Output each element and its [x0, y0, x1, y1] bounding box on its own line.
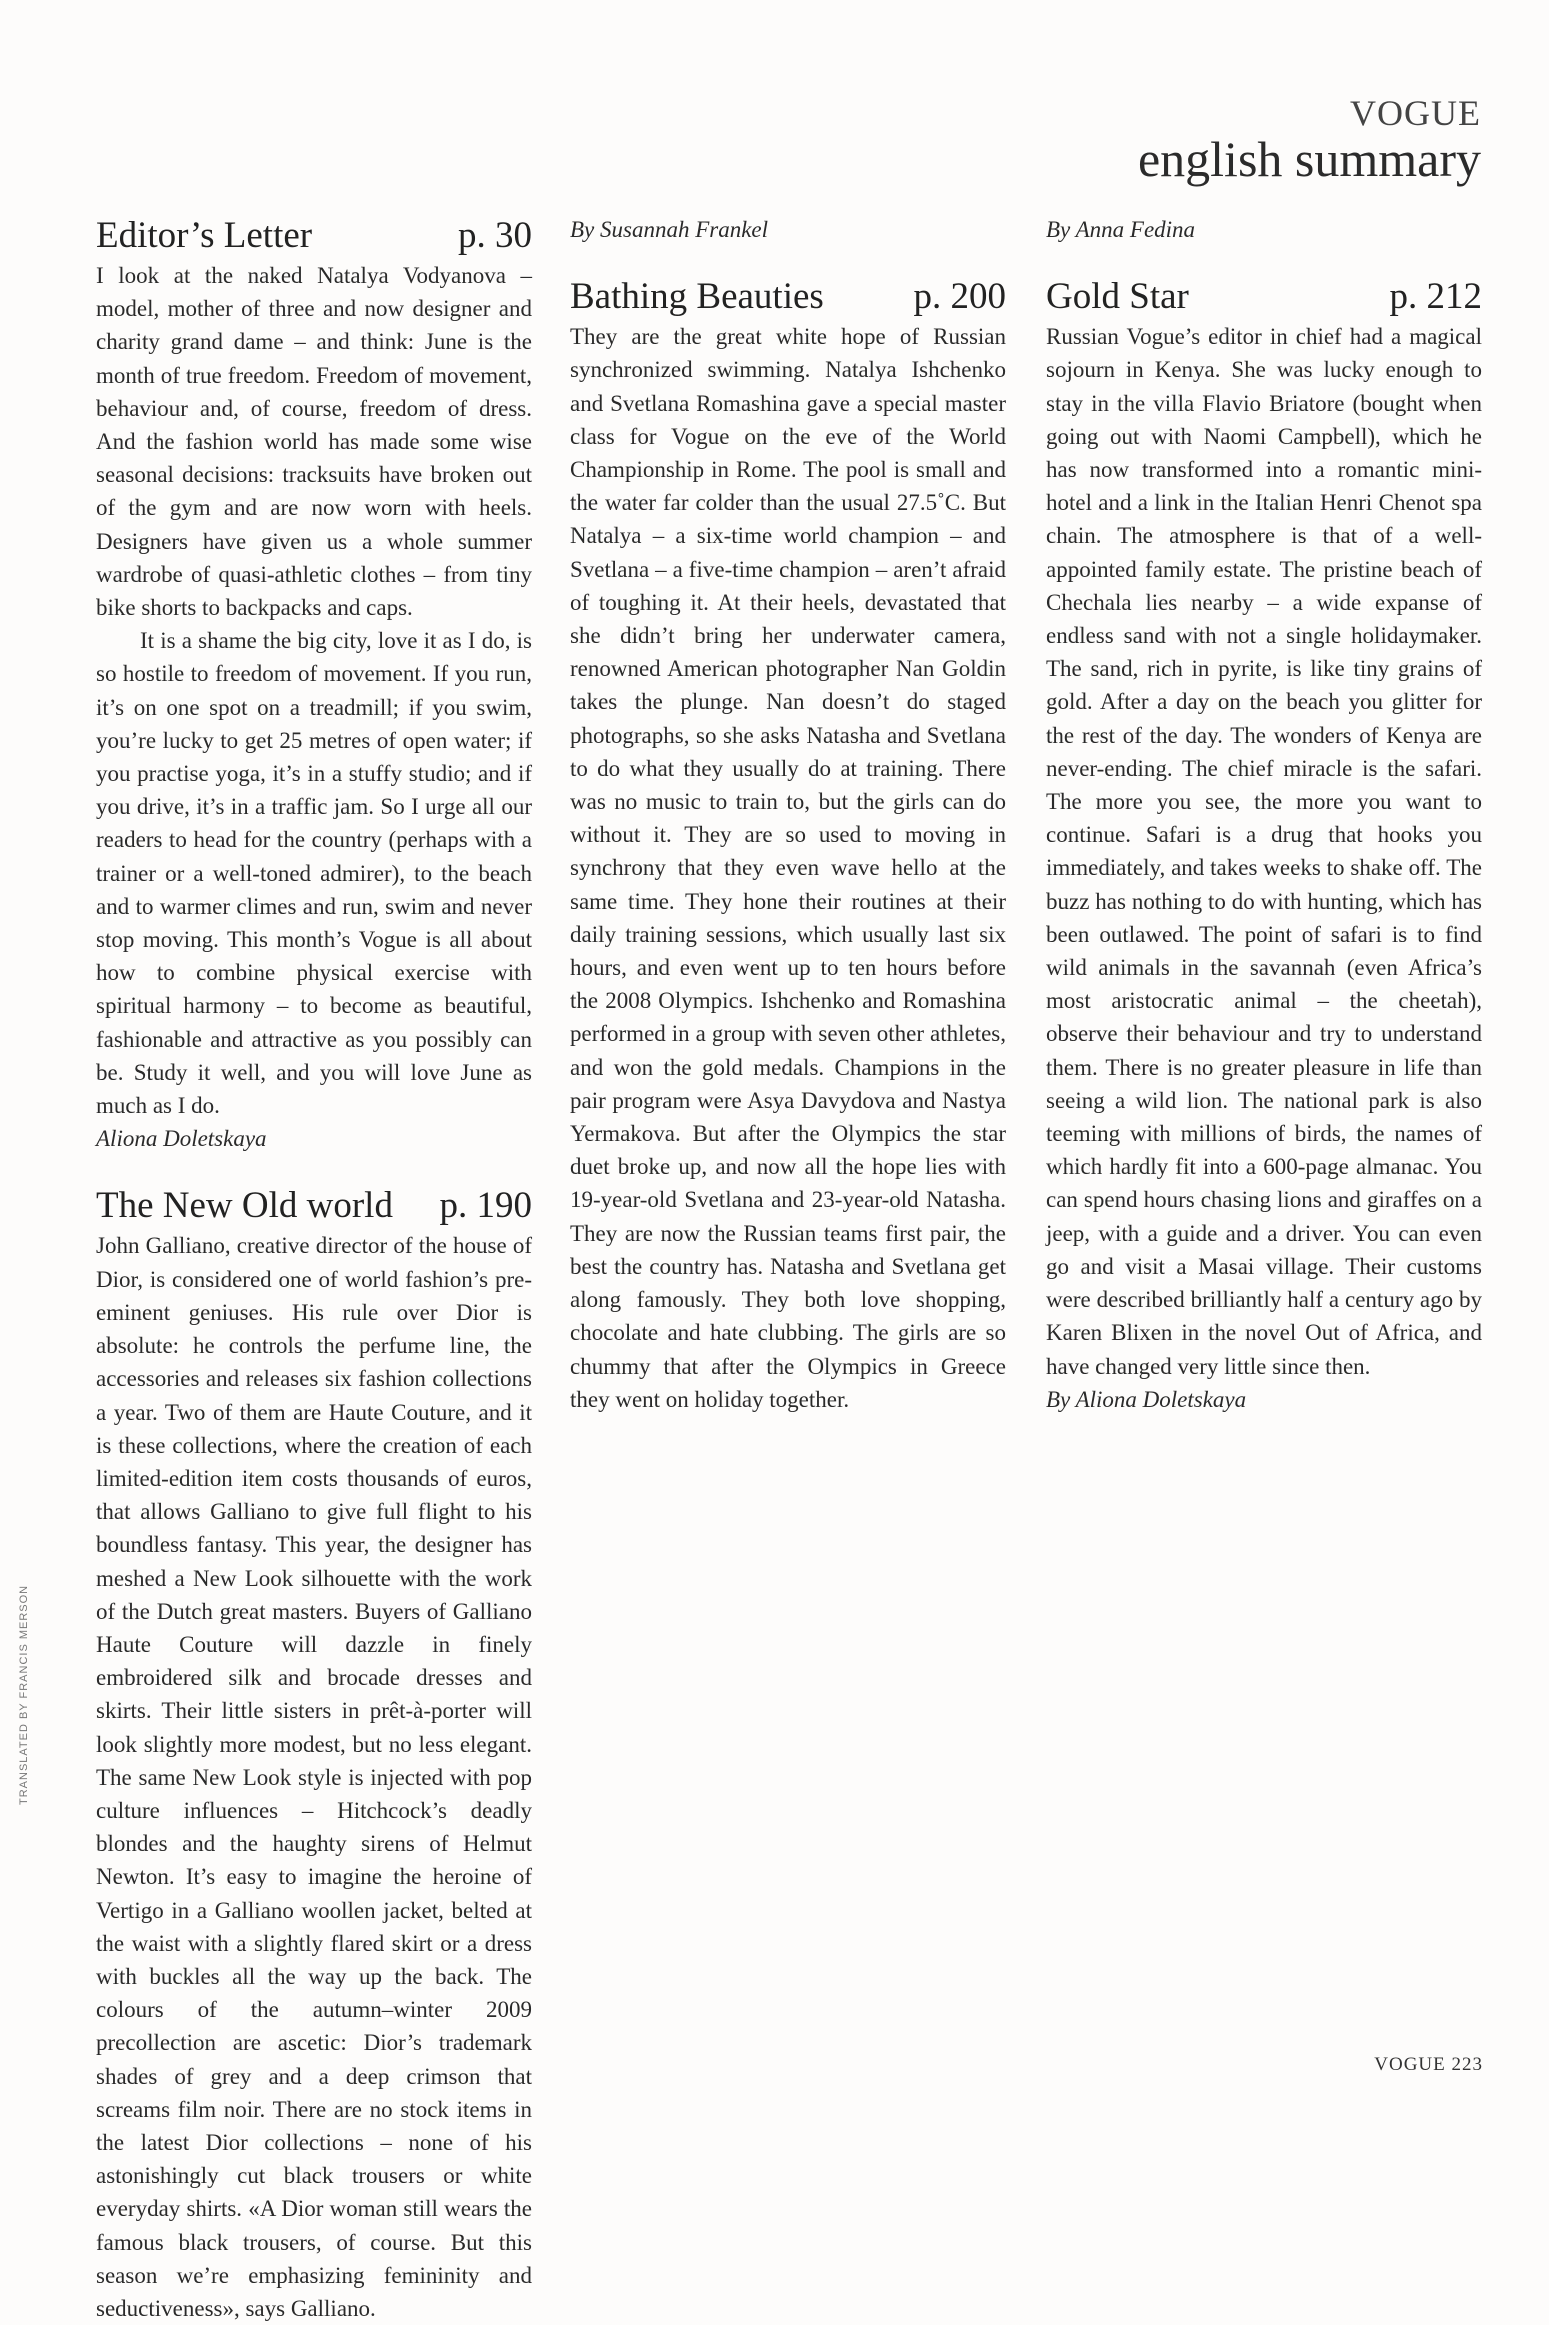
article-page-ref: p. 190	[439, 1185, 532, 1227]
masthead	[1138, 94, 1481, 186]
page-number: VOGUE 223	[1374, 2054, 1483, 2075]
article-paragraph: Russian Vogue’s editor in chief had a magical sojourn in Kenya. She was lucky enough to stay in the villa Flavio Briatore (bought when going out with Naomi Campbell), which he has now transformed into a romantic mini-hotel and a link in the Italian Henri Chenot spa chain. The atmosphere is that of a well-appointed family estate. The pristine beach of Chechala lies nearby – a wide expanse of endless sand with not a single holidaymaker. The sand, rich in pyrite, is like tiny grains of gold. After a day on the beach you glitter for the rest of the day. The wonders of Kenya are never-ending. The chief miracle is the safari. The more you see, the more you want to continue. Safari is a drug that hooks you immediately, and takes weeks to shake off. The buzz has nothing to do with hunting, which has been outlawed. The point of safari is to find wild animals in the savannah (even Africa’s most aristocratic animal – the cheetah), observe their behaviour and try to understand them. There is no greater pleasure in life than seeing a wild lion. The national park is also teeming with millions of birds, the names of which hardly fit into a 600-page almanac. You can spend hours chasing lions and giraffes on a jeep, with a guide and a driver. You can even go and visit a Masai village. Their customs were described brilliantly half a century ago by Karen Blixen in the novel Out of Africa, and have changed very little since then.	[1046, 324, 1482, 1379]
article-page-ref: p. 200	[913, 276, 1006, 318]
column-1	[96, 213, 532, 2325]
article-gold-star	[1046, 274, 1482, 1416]
article-heading	[96, 213, 532, 259]
article-paragraph: They are the great white hope of Russian synchronized swimming. Natalya Ishchenko and Svetlana Romashina gave a special master class for Vogue on the eve of the World Championship in Rome. The pool is small and the water far colder than the usual 27.5˚C. But Natalya – a six-time world champion – and Svetlana – a five-time champion – aren’t afraid of toughing it. At their heels, devastated that she didn’t bring her underwater camera, renowned American photographer Nan Goldin takes the plunge. Nan doesn’t do staged photographs, so she asks Natasha and Svetlana to do what they usually do at training. There was no music to train to, but the girls can do without it. They are so used to moving in synchrony that they even wave hello at the same time. They hone their routines at their daily training sessions, which usually last six hours, and even went up to ten hours before the 2008 Olympics. Ishchenko and Romashina performed in a group with seven other athletes, and won the gold medals. Champions in the pair program were Asya Davydova and Nastya Yermakova. But after the Olympics the star duet broke up, and now all the hope lies with 19-year-old Svetlana and 23-year-old Natasha. They are now the Russian teams first pair, the best the country has. Natasha and Svetlana get along famously. They both love shopping, chocolate and hate clubbing. The girls are so chummy that after the Olympics in Greece they went on holiday together.	[570, 324, 1006, 1412]
article-byline: By Susannah Frankel	[570, 217, 769, 242]
article-paragraph: I look at the naked Natalya Vodyanova – model, mother of three and now designer and charity grand dame – and think: June is the month of true freedom. Freedom of movement, behaviour and, of course, freedom of dress. And the fashion world has made some wise seasonal decisions: tracksuits have broken out of the gym and are now worn with heels. Designers have given us a whole summer wardrobe of quasi-athletic clothes – from tiny bike shorts to backpacks and caps.	[96, 263, 532, 621]
article-heading	[1046, 274, 1482, 320]
article-title: Editor’s Letter	[96, 215, 313, 256]
column-2	[570, 213, 1006, 1416]
article-bathing-beauties	[570, 274, 1006, 1416]
column-3	[1046, 213, 1482, 1416]
article-new-old-world	[96, 1183, 532, 2325]
article-page-ref: p. 30	[458, 215, 532, 256]
article-title: The New Old world	[96, 1185, 393, 1227]
article-byline: By Aliona Doletskaya	[1046, 1386, 1247, 1412]
article-page-ref: p. 212	[1389, 276, 1482, 318]
article-title: Bathing Beauties	[570, 276, 824, 318]
article-byline: By Anna Fedina	[1046, 217, 1196, 242]
article-editors-letter	[96, 213, 532, 1155]
masthead-brand: VOGUE	[1350, 93, 1481, 133]
translator-credit: TRANSLATED BY FRANCIS MERSON	[18, 1584, 30, 1805]
article-byline: Aliona Doletskaya	[96, 1126, 267, 1152]
article-paragraph: It is a shame the big city, love it as I do, is so hostile to freedom of movement. If you run, it’s on one spot on a treadmill; if you swim, you’re lucky to get 25 metres of open water; if you practise yoga, it’s in a stuffy studio; and if you drive, it’s in a traffic jam. So I urge all our readers to head for the country (perhaps with a trainer or a well-toned admirer), to the beach and to warmer climes and run, swim and never stop moving. This month’s Vogue is all about how to combine physical exercise with spiritual harmony – to become as beautiful, fashionable and attractive as you possibly can be. Study it well, and you will love June as much as I do.	[96, 628, 532, 1119]
article-title: Gold Star	[1046, 276, 1189, 318]
masthead-subtitle: english summary	[1137, 131, 1481, 187]
article-heading	[96, 1183, 532, 1229]
article-paragraph: John Galliano, creative director of the house of Dior, is considered one of world fashion’s pre-eminent geniuses. His rule over Dior is absolute: he controls the perfume line, the accessories and releases six fashion collections a year. Two of them are Haute Couture, and it is these collections, where the creation of each limited-edition item costs thousands of euros, that allows Galliano to give full flight to his boundless fantasy. This year, the designer has meshed a New Look silhouette with the work of the Dutch great masters. Buyers of Galliano Haute Couture will dazzle in finely embroidered silk and brocade dresses and skirts. Their little sisters in prêt-à-porter will look slightly more modest, but no less elegant. The same New Look style is injected with pop culture influences – Hitchcock’s deadly blondes and the haughty sirens of Helmut Newton. It’s easy to imagine the heroine of Vertigo in a Galliano woollen jacket, belted at the waist with a slightly flared skirt or a dress with buckles all the way up the back. The colours of the autumn–winter 2009 precollection are ascetic: Dior’s trademark shades of grey and a deep crimson that screams film noir. There are no stock items in the latest Dior collections – none of his astonishingly cut black trousers or white everyday shirts. «A Dior woman still wears the famous black trousers, of course. But this season we’re emphasizing femininity and seductiveness», says Galliano.	[96, 1233, 532, 2321]
article-heading	[570, 274, 1006, 320]
